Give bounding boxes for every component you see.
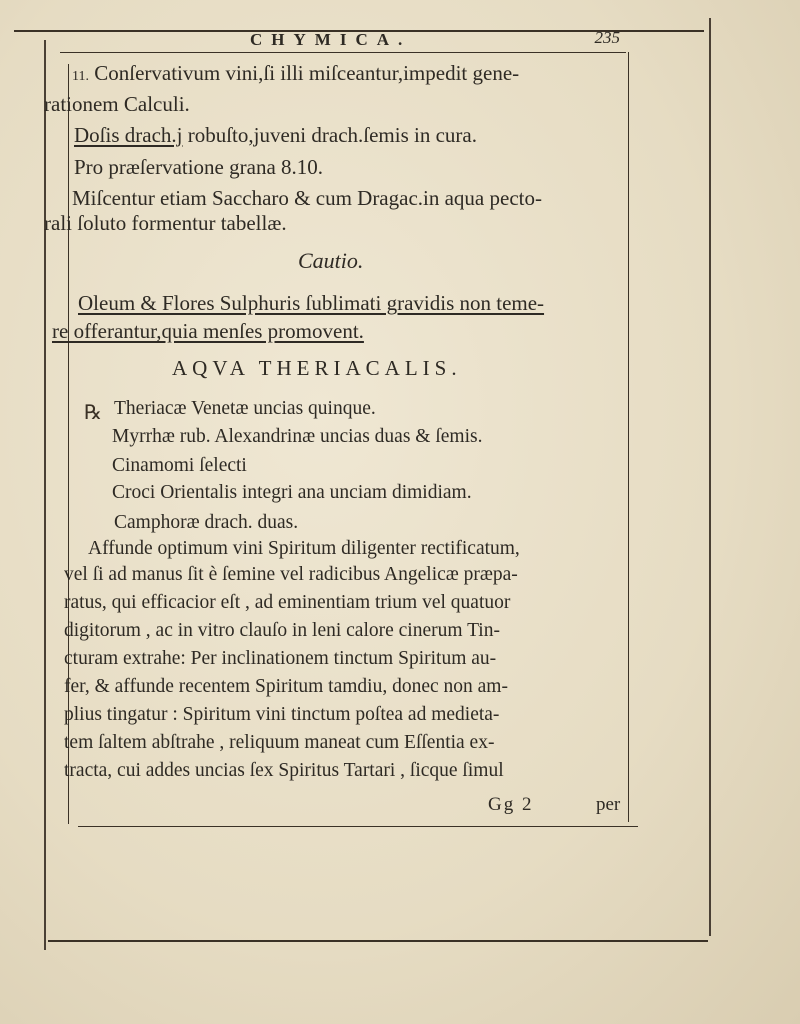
paragraph-line: cturam extrahe: Per inclinationem tinctum Spiritum au- bbox=[64, 648, 497, 669]
signature-mark: Gg 2 bbox=[488, 794, 534, 815]
item-number: 11. bbox=[72, 69, 89, 84]
section-heading-aqua: AQVA THERIACALIS. bbox=[172, 356, 462, 380]
section-heading-cautio: Cautio. bbox=[298, 248, 364, 273]
header-rule bbox=[60, 52, 626, 53]
text-line: re offerantur,quia menſes promovent. bbox=[52, 319, 364, 343]
text-line: Pro præſervatione grana 8.10. bbox=[74, 155, 324, 179]
paragraph-line: tem ſaltem abſtrahe , reliquum maneat cum Eſſentia ex- bbox=[64, 732, 495, 753]
paragraph-line: tracta, cui addes uncias ſex Spiritus Tartari , ſicque ſimul bbox=[64, 760, 504, 781]
paragraph-line: fer, & affunde recentem Spiritum tamdiu, donec non am- bbox=[64, 676, 508, 697]
paragraph-line: Affunde optimum vini Spiritum diligenter rectificatum, bbox=[88, 538, 520, 559]
dose-label: Doſis drach.j bbox=[74, 123, 183, 147]
footer-rule bbox=[78, 826, 638, 827]
ingredient-line: Croci Orientalis integri ana unciam dimidiam. bbox=[112, 482, 472, 503]
text-line bbox=[72, 60, 519, 90]
text-block-right-rule bbox=[628, 52, 629, 822]
recipe-symbol: ℞ bbox=[84, 400, 102, 424]
text-line: Oleum & Flores Sulphuris ſublimati gravidis non teme- bbox=[78, 291, 545, 315]
outer-frame-right bbox=[709, 18, 711, 936]
text-line: rali ſoluto formentur tabellæ. bbox=[44, 211, 287, 235]
paragraph-line: digitorum , ac in vitro clauſo in leni calore cinerum Tin- bbox=[64, 620, 500, 641]
ingredient-line: Theriacæ Venetæ uncias quinque. bbox=[114, 398, 376, 419]
catchword: per bbox=[596, 794, 621, 815]
ingredient-line: Cinamomi ſelecti bbox=[112, 455, 247, 476]
paragraph-line: plius tingatur : Spiritum vini tinctum poſtea ad medieta- bbox=[64, 704, 500, 725]
text-line bbox=[74, 122, 477, 148]
ingredient-line: Myrrhæ rub. Alexandrinæ uncias duas & ſemis. bbox=[112, 426, 483, 447]
outer-frame-left bbox=[44, 40, 46, 950]
text-line: rationem Calculi. bbox=[44, 92, 190, 116]
text-line: Miſcentur etiam Saccharo & cum Dragac.in aqua pecto- bbox=[72, 186, 542, 210]
paragraph-line: ratus, qui efficacior eſt , ad eminentiam trium vel quatuor bbox=[64, 592, 511, 613]
running-head: CHYMICA. bbox=[250, 30, 412, 49]
paragraph-line: vel ſi ad manus ſit è ſemine vel radicibus Angelicæ præpa- bbox=[64, 564, 518, 585]
page-header bbox=[250, 28, 630, 52]
ingredient-line: Camphoræ drach. duas. bbox=[114, 512, 299, 533]
line-text: Conſervativum vini,ſi illi miſceantur,impedit gene- bbox=[94, 61, 520, 85]
line-text: robuſto,juveni drach.ſemis in cura. bbox=[182, 123, 477, 147]
page-number: 235 bbox=[594, 28, 620, 47]
outer-frame-bottom bbox=[48, 940, 708, 942]
